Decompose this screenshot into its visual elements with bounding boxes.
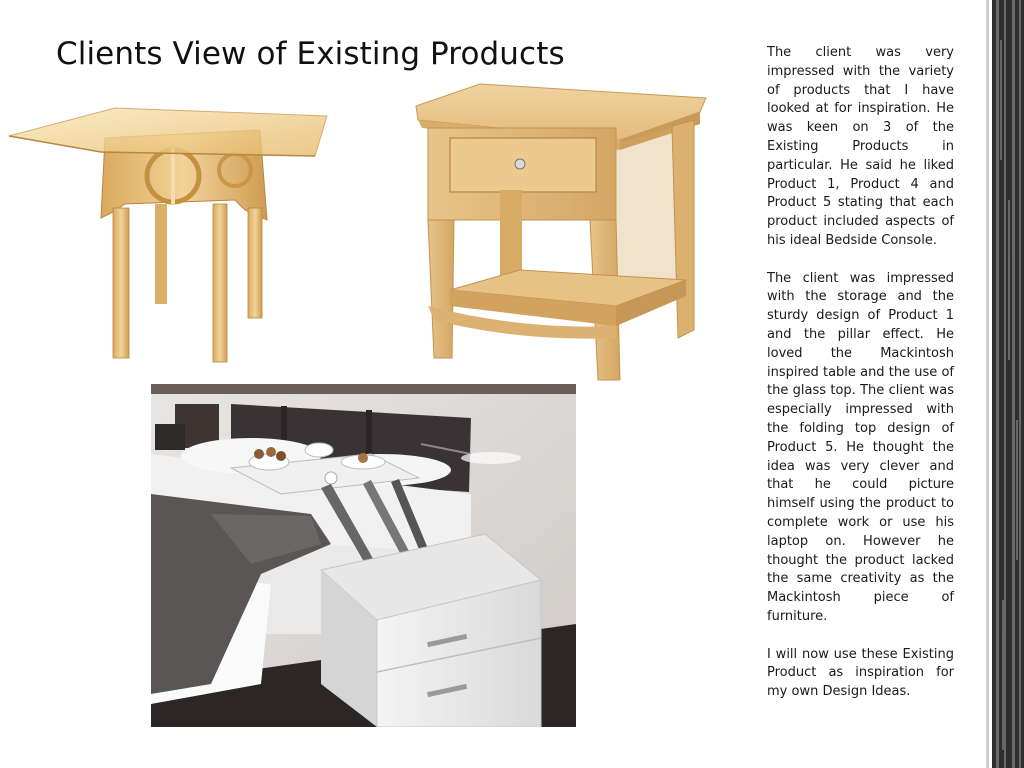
paragraph-client-impressions: The client was very impressed with the variety of products that I have looked at for inspiration. He was keen on 3 of the Existing Products in particular. He said he liked Product 1, Product 4 and Product 5 stating that each product included aspects of his ideal Bedside Console. bbox=[767, 45, 954, 248]
glass-top-table-image bbox=[5, 100, 335, 370]
slide-title: Clients View of Existing Products bbox=[56, 36, 565, 72]
decorative-edge-border bbox=[976, 0, 1024, 768]
paragraph-product-feedback: The client was impressed with the storage and the sturdy design of Product 1 and the pillar effect. He loved the Mackintosh inspired table and the use of the glass top. The client was especially impressed with the folding top design of Product 5. He thought the idea was very clever and that he could picture himself using the product to complete work or use his laptop on. However he thought the product lacked the same creativity as the Mackintosh piece of furniture. bbox=[767, 270, 954, 624]
oak-nightstand-image bbox=[410, 80, 710, 390]
paragraph-conclusion: I will now use these Existing Product as inspiration for my own Design Ideas. bbox=[767, 646, 954, 700]
description-text bbox=[767, 44, 954, 721]
folding-top-console-image bbox=[151, 384, 576, 727]
